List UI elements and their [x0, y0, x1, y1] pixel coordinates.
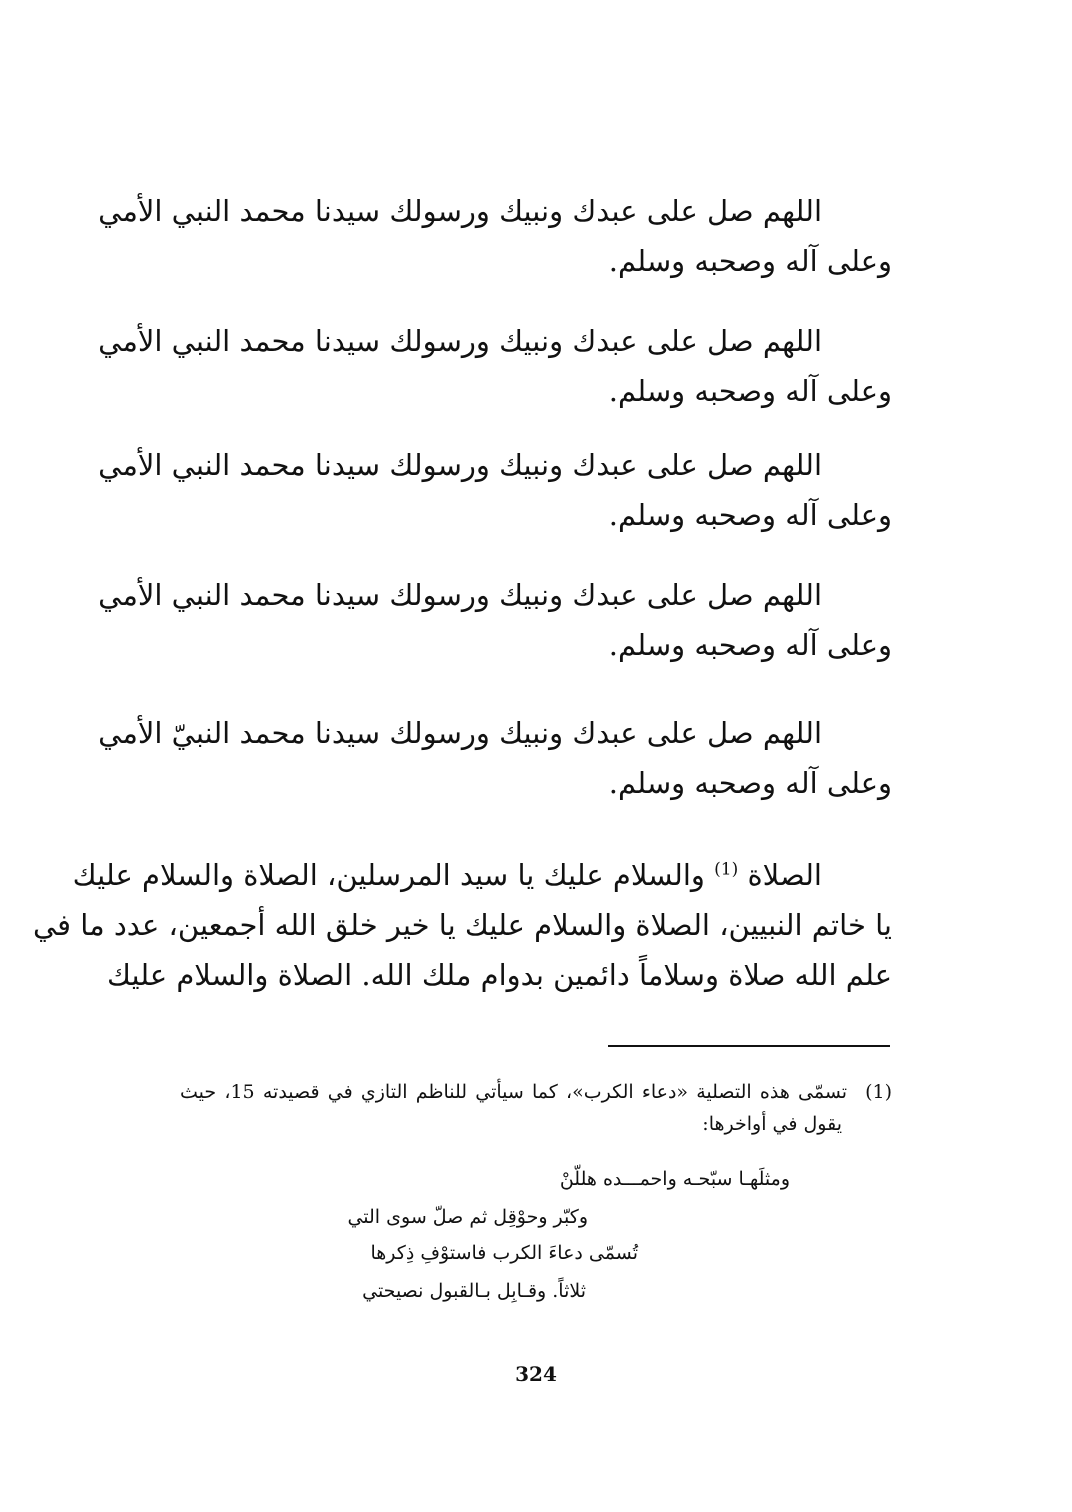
blessing-line: اللهم صل على عبدك ونبيك ورسولك سيدنا محمد النبي الأمي: [98, 578, 822, 612]
salat-line-3: علم الله صلاة وسلاماً دائمين بدوام ملك الله. الصلاة والسلام عليك: [107, 958, 892, 992]
footnote-reference[interactable]: (1): [714, 859, 739, 880]
verse-line-2: وكبّر وحوْقِل ثم صلّ سوى التي: [347, 1206, 588, 1228]
footnote: [180, 1076, 892, 1140]
verse-line-4: ثلاثاً. وقـابِل بـالقبول نصيحتي: [362, 1280, 586, 1302]
blessing-line: وعلى آله وصحبه وسلم.: [608, 498, 892, 532]
verse-line-3: تُسمّى دعاءَ الكرب فاستوْفِ ذِكرها: [370, 1242, 638, 1264]
blessing-line: اللهم صل على عبدك ونبيك ورسولك سيدنا محمد النبي الأمي: [98, 324, 822, 358]
footnote-divider: [608, 1045, 890, 1047]
blessing-line: اللهم صل على عبدك ونبيك ورسولك سيدنا محمد النبي الأمي: [98, 448, 822, 482]
blessing-paragraph-5: [98, 708, 892, 808]
salat-line-1-start: الصلاة: [747, 858, 822, 892]
footnote-line-2: يقول في أواخرها:: [702, 1113, 842, 1135]
salat-line-1-end: والسلام عليك يا سيد المرسلين، الصلاة والسلام عليك: [72, 858, 705, 892]
blessing-line: وعلى آله وصحبه وسلم.: [608, 766, 892, 800]
footnote-text: تسمّى هذه التصلية «دعاء الكرب»، كما سيأتي للناظم التازي في قصيدته 15، حيث: [180, 1081, 848, 1103]
blessing-paragraph-1: [98, 186, 892, 286]
blessing-line: وعلى آله وصحبه وسلم.: [608, 244, 892, 278]
salat-line-1: [72, 850, 892, 900]
salat-line-2: يا خاتم النبيين، الصلاة والسلام عليك يا خير خلق الله أجمعين، عدد ما في: [33, 908, 892, 942]
blessing-paragraph-3: [98, 440, 892, 540]
footnote-number: (1): [865, 1081, 893, 1103]
blessing-line: وعلى آله وصحبه وسلم.: [608, 374, 892, 408]
verse-line-1: ومثلَهـا سبّحـه واحمـــده هللّنْ: [559, 1168, 790, 1190]
page-number: 324: [515, 1362, 557, 1386]
blessing-line: وعلى آله وصحبه وسلم.: [608, 628, 892, 662]
footnote-line-1: [180, 1076, 892, 1108]
blessing-line: اللهم صل على عبدك ونبيك ورسولك سيدنا محمد النبيّ الأمي: [98, 716, 822, 750]
blessing-paragraph-2: [98, 316, 892, 416]
salat-paragraph: [33, 850, 892, 1000]
blessing-line: اللهم صل على عبدك ونبيك ورسولك سيدنا محمد النبي الأمي: [98, 194, 822, 228]
blessing-paragraph-4: [98, 570, 892, 670]
